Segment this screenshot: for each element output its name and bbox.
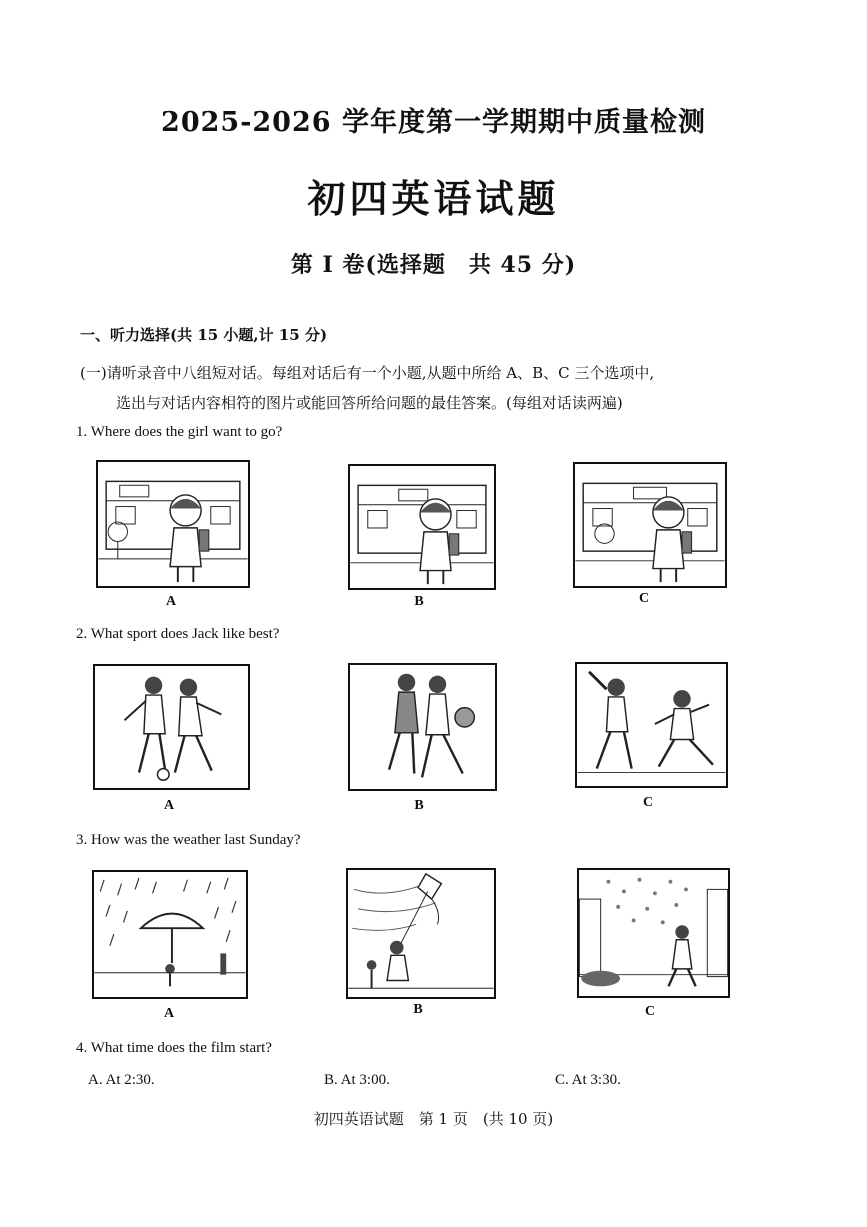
girl-bookstore-icon[interactable] bbox=[348, 464, 496, 590]
option-label: C bbox=[644, 1004, 656, 1019]
option-b[interactable]: B. At 3:00. bbox=[324, 1072, 390, 1088]
option-label: B bbox=[413, 1002, 423, 1017]
instruction-line: (一)请听录音中八组短对话。每组对话后有一个小题,从题中所给 A、B、C 三个选项中, bbox=[80, 364, 655, 382]
girl-bookstore-icon[interactable] bbox=[573, 462, 727, 588]
section-instructions bbox=[80, 358, 800, 418]
option-label: A bbox=[165, 594, 177, 609]
option-label: A bbox=[163, 798, 175, 813]
girl-bookstore-icon[interactable] bbox=[96, 460, 250, 588]
question-3: 3. How was the weather last Sunday? bbox=[76, 832, 301, 848]
basketball-players-icon[interactable] bbox=[348, 663, 497, 791]
paper-part-title: 第 I 卷(选择题 共 45 分) bbox=[290, 252, 577, 278]
option-c[interactable]: C. At 3:30. bbox=[555, 1072, 621, 1088]
option-label: C bbox=[642, 795, 654, 810]
option-label: B bbox=[414, 594, 424, 609]
option-a[interactable]: A. At 2:30. bbox=[88, 1072, 155, 1088]
exam-subject-title: 初四英语试题 bbox=[307, 176, 560, 221]
option-label: C bbox=[638, 591, 650, 606]
page-footer: 初四英语试题 第 1 页 (共 10 页) bbox=[313, 1110, 554, 1128]
exam-title: 2025-2026 学年度第一学期期中质量检测 bbox=[161, 107, 706, 138]
question-4: 4. What time does the film start? bbox=[76, 1040, 272, 1056]
question-1: 1. Where does the girl want to go? bbox=[76, 424, 283, 440]
option-label: B bbox=[414, 798, 424, 813]
windy-kite-icon[interactable] bbox=[346, 868, 496, 999]
snowy-street-icon[interactable] bbox=[577, 868, 730, 998]
baseball-players-icon[interactable] bbox=[575, 662, 728, 788]
question-2: 2. What sport does Jack like best? bbox=[76, 626, 280, 642]
option-label: A bbox=[163, 1006, 175, 1021]
soccer-players-icon[interactable] bbox=[93, 664, 250, 790]
rain-umbrella-icon[interactable] bbox=[92, 870, 248, 999]
instruction-line: 选出与对话内容相符的图片或能回答所给问题的最佳答案。(每组对话读两遍) bbox=[116, 394, 623, 412]
section-heading: 一、听力选择(共 15 小题,计 15 分) bbox=[80, 326, 328, 344]
